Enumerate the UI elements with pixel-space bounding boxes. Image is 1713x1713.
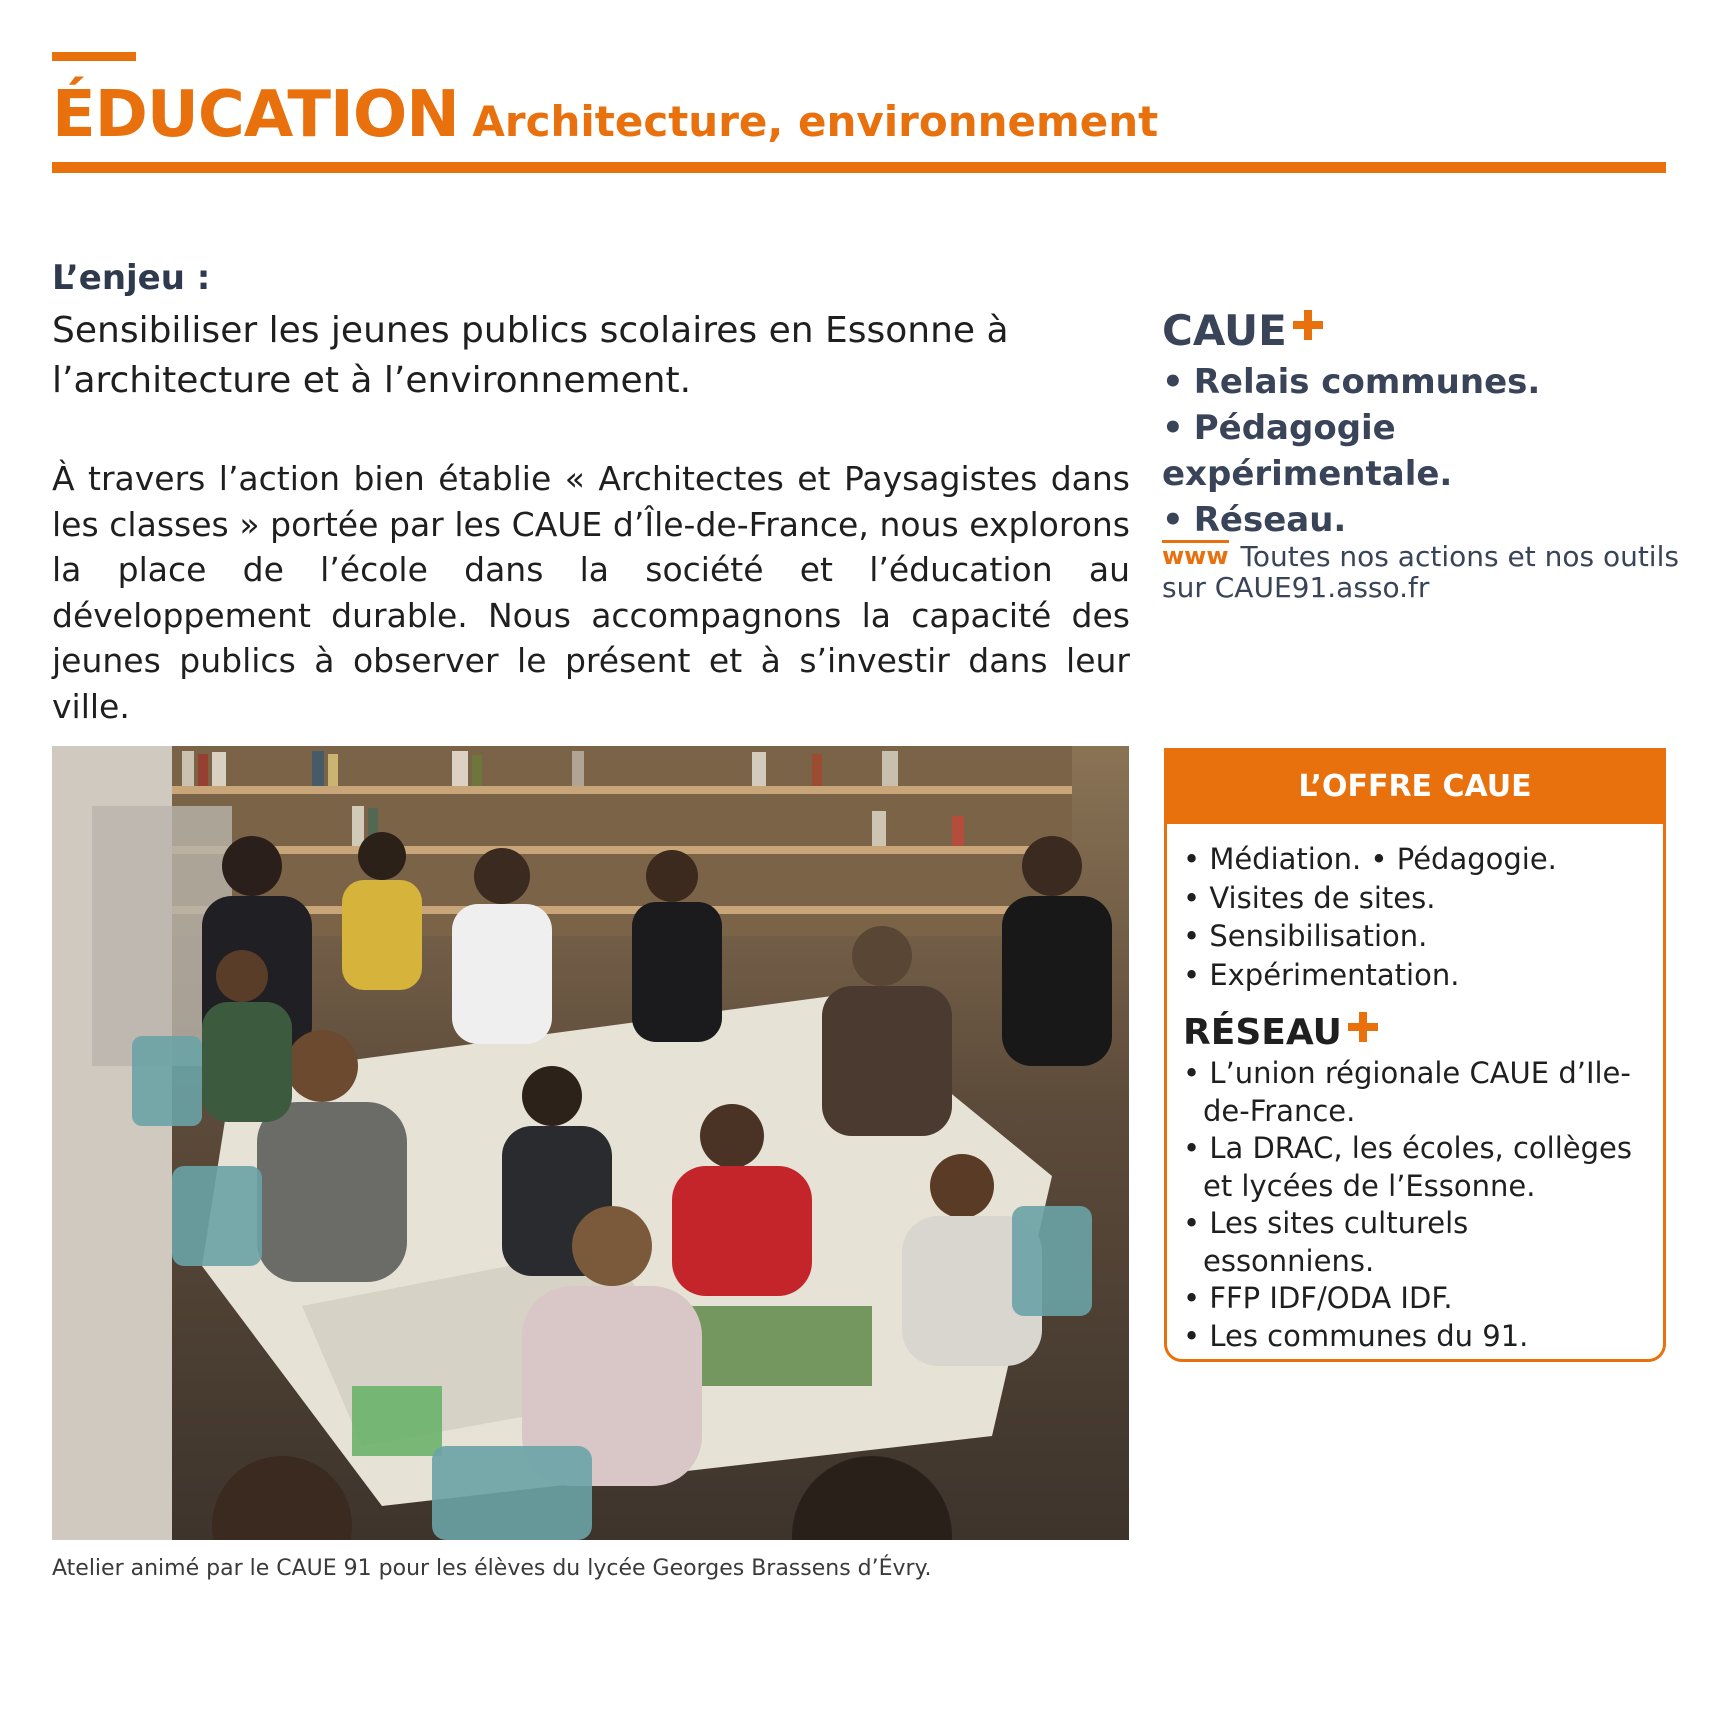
list-item: • FFP IDF/ODA IDF. <box>1183 1281 1453 1315</box>
workshop-photo-image <box>52 746 1129 1540</box>
caue-plus-title <box>1162 306 1323 355</box>
list-item: • Les communes du 91. <box>1183 1318 1529 1353</box>
list-item: • Expérimentation. <box>1183 957 1460 992</box>
list-item: • Médiation. • Pédagogie. <box>1183 842 1557 876</box>
web-link-text[interactable]: Toutes nos actions et nos outils sur CAUE91.asso.fr <box>1162 540 1679 604</box>
plus-icon <box>1293 310 1323 340</box>
page-subtitle: Architecture, environnement <box>472 97 1159 146</box>
offer-list <box>1183 840 1647 994</box>
plus-icon <box>1348 1012 1378 1042</box>
caue-plus-section <box>1162 306 1662 543</box>
caue-plus-list <box>1162 359 1662 543</box>
offer-box <box>1164 748 1666 1362</box>
list-item: • L’union régionale CAUE d’Ile-de-France. <box>1183 1056 1631 1128</box>
list-item: • Pédagogie expérimentale. <box>1162 408 1453 494</box>
header-accent-bar <box>52 52 136 61</box>
network-title <box>1183 1012 1378 1053</box>
offer-body <box>1167 824 1663 1355</box>
list-item: • Visites de sites. <box>1183 880 1436 915</box>
list-item: • La DRAC, les écoles, collèges et lycées de l’Essonne. <box>1183 1131 1632 1203</box>
intro-paragraph: À travers l’action bien établie « Architectes et Paysagistes dans les classes » portée par les CAUE d’Île-de-France, nous explorons la place de l’école dans la société et l’éducation au développement durable. Nous accompagnons la capacité des jeunes publics à observer le présent et à s’investir dans leur ville. <box>52 459 1130 726</box>
page-header <box>52 78 1158 152</box>
offer-title: L’OFFRE CAUE <box>1166 750 1664 824</box>
web-link-block[interactable] <box>1162 540 1682 603</box>
list-item: • Les sites culturels essonniens. <box>1183 1206 1469 1278</box>
page-title: ÉDUCATION <box>52 78 459 152</box>
network-title-text: RÉSEAU <box>1183 1012 1342 1053</box>
header-rule <box>52 162 1666 173</box>
photo-caption: Atelier animé par le CAUE 91 pour les élèves du lycée Georges Brassens d’Évry. <box>52 1556 932 1581</box>
enjeu-text: Sensibiliser les jeunes publics scolaires en Essonne à l’architecture et à l’environnement. <box>52 310 1009 401</box>
list-item: • Réseau. <box>1162 500 1347 540</box>
list-item: • Sensibilisation. <box>1183 919 1428 953</box>
caue-plus-title-text: CAUE <box>1162 306 1287 355</box>
www-icon: www <box>1162 542 1229 570</box>
workshop-photo <box>52 746 1129 1540</box>
enjeu-label: L’enjeu : <box>52 258 211 298</box>
network-list <box>1183 1055 1647 1355</box>
list-item: • Relais communes. <box>1162 362 1541 402</box>
